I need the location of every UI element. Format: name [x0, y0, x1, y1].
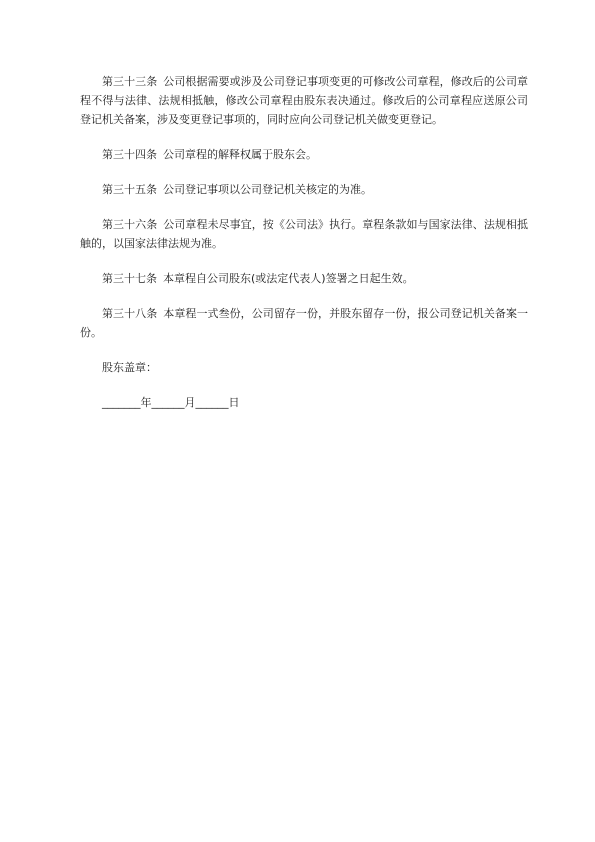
article-number: 第三十七条: [102, 272, 157, 285]
article-text: 公司根据需要或涉及公司登记事项变更的可修改公司章程，修改后的公司章程不得与法律、法规相抵触，修改公司章程由股东表决通过。修改后的公司章程应送原公司登记机关备案，涉及变更登记事项的，同时应向公司登记机关做变更登记。: [80, 75, 529, 126]
signature-label: 股东盖章：: [102, 361, 157, 374]
article-text: 公司章程的解释权属于股东会。: [163, 148, 317, 161]
article-number: 第三十三条: [102, 75, 158, 88]
article-34: [80, 145, 528, 164]
article-text: 公司登记事项以公司登记机关核定的为准。: [163, 183, 372, 196]
article-number: 第三十五条: [102, 183, 157, 196]
article-35: [80, 180, 528, 199]
article-36: [80, 215, 528, 253]
article-text: 本章程一式叁份，公司留存一份，并股东留存一份，报公司登记机关备案一份。: [80, 307, 529, 339]
article-38: [80, 304, 528, 342]
article-33: [80, 72, 528, 129]
article-37: [80, 269, 528, 288]
article-number: 第三十八条: [102, 307, 158, 320]
article-number: 第三十六条: [102, 218, 158, 231]
article-number: 第三十四条: [102, 148, 157, 161]
date-line: _______年______月______日: [102, 396, 240, 409]
document-body: [80, 72, 528, 412]
article-text: 公司章程未尽事宜，按《公司法》执行。章程条款如与国家法律、法规相抵触的，以国家法律法规为准。: [80, 218, 529, 250]
article-text: 本章程自公司股东(或法定代表人)签署之日起生效。: [163, 272, 414, 285]
